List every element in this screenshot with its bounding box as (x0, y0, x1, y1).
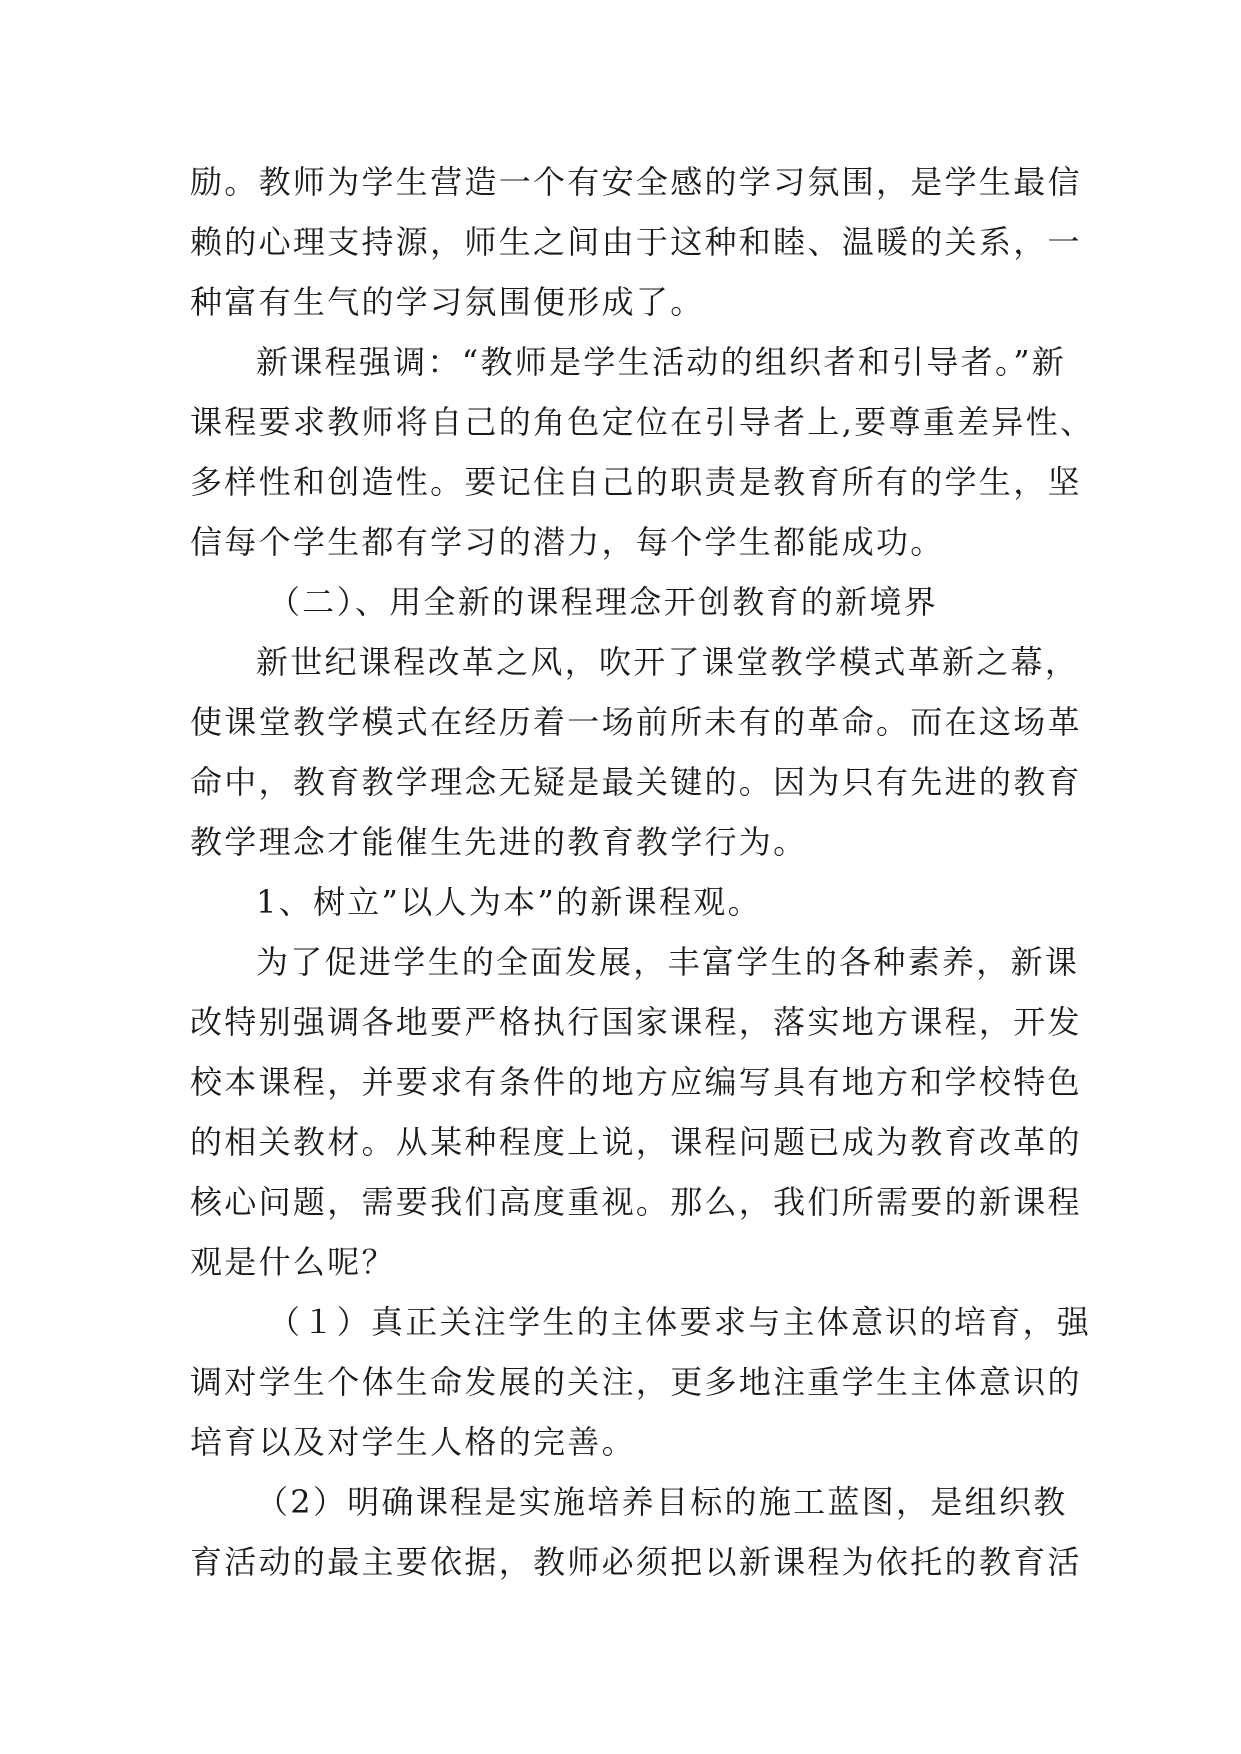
paragraph-line: 培育以及对学生人格的完善。 (190, 1423, 636, 1461)
paragraph-line: 新世纪课程改革之风，吹开了课堂教学模式革新之幕， (256, 643, 1080, 681)
paragraph-line: 改特别强调各地要严格执行国家课程，落实地方课程，开发 (190, 1003, 1082, 1041)
paragraph-line: 新课程强调：“教师是学生活动的组织者和引导者。”新 (256, 343, 1067, 381)
list-item-line: （１）真正关注学生的主体要求与主体意识的培育，强 (268, 1303, 1092, 1341)
paragraph-line: 命中，教育教学理念无疑是最关键的。因为只有先进的教育 (190, 763, 1082, 801)
section-heading: （二）、用全新的课程理念开创教育的新境界 (268, 583, 939, 621)
paragraph-line: 励。教师为学生营造一个有安全感的学习氛围，是学生最信 (190, 163, 1082, 201)
paragraph-line: 课程要求教师将自己的角色定位在引导者上,要尊重差异性、 (190, 403, 1095, 441)
paragraph-line: 育活动的最主要依据，教师必须把以新课程为依托的教育活 (190, 1543, 1082, 1581)
paragraph-line: 多样性和创造性。要记住自己的职责是教育所有的学生，坚 (190, 463, 1082, 501)
paragraph-line: 观是什么呢？ (190, 1243, 396, 1281)
paragraph-line: 信每个学生都有学习的潜力，每个学生都能成功。 (190, 523, 945, 561)
document-body (190, 152, 1095, 1592)
paragraph-line: 的相关教材。从某种程度上说，课程问题已成为教育改革的 (190, 1123, 1082, 1161)
paragraph-line: 种富有生气的学习氛围便形成了。 (190, 283, 705, 321)
paragraph-line: 校本课程，并要求有条件的地方应编写具有地方和学校特色 (190, 1063, 1082, 1101)
subsection-heading: 1、树立”以人为本”的新课程观。 (256, 883, 762, 921)
paragraph-line: 核心问题，需要我们高度重视。那么，我们所需要的新课程 (190, 1183, 1082, 1221)
paragraph-line: 为了促进学生的全面发展，丰富学生的各种素养，新课 (256, 943, 1080, 981)
paragraph-line: 调对学生个体生命发展的关注，更多地注重学生主体意识的 (190, 1363, 1082, 1401)
list-item-line: （2）明确课程是实施培养目标的施工蓝图，是组织教 (256, 1483, 1068, 1521)
paragraph-line: 使课堂教学模式在经历着一场前所未有的革命。而在这场革 (190, 703, 1082, 741)
paragraph-line: 赖的心理支持源，师生之间由于这种和睦、温暖的关系，一 (190, 223, 1082, 261)
paragraph-line: 教学理念才能催生先进的教育教学行为。 (190, 823, 808, 861)
